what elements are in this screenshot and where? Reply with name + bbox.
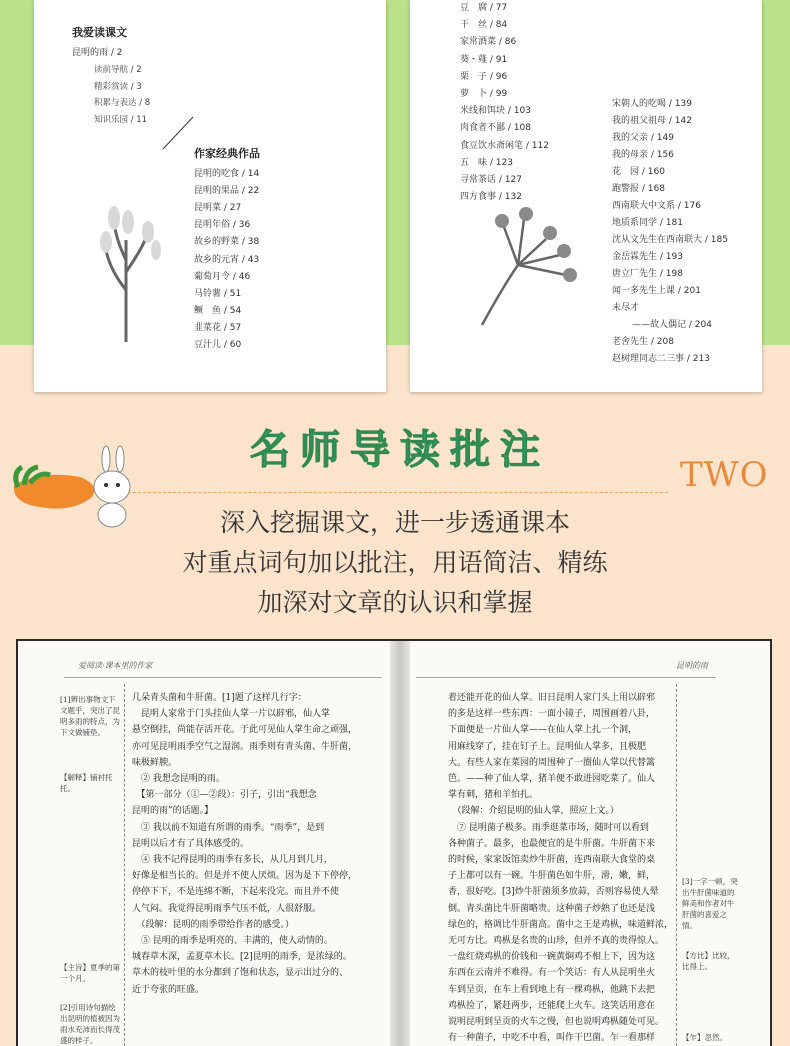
toc-page-right — [410, 0, 762, 392]
toc-item: 四方食事 / 132 — [460, 192, 522, 203]
toc-item: 寻常茶话 / 127 — [460, 175, 522, 185]
toc-item: 干 丝 / 84 — [460, 20, 508, 31]
text-line: 下面便是一片仙人掌——在仙人掌上扎一个洞， — [448, 725, 638, 736]
toc-heading-2: 作家经典作品 — [194, 147, 260, 160]
left-page-body — [132, 690, 357, 998]
text-line: 昆明的雨”的话题。】 — [132, 806, 214, 817]
text-line: 几朵青头菌和牛肝菌。[1]题了这样几行字： — [132, 693, 307, 703]
text-line: 大。有些人家在菜园的周围种了一圈仙人掌以代替篱 — [448, 757, 656, 768]
toc-item: 赵树理同志二三事 / 213 — [612, 354, 710, 364]
toc-sub-item: 知识乐园 / 11 — [94, 115, 148, 125]
text-line: 悬空倒挂，尚能存活开花。于此可见仙人掌生命之顽强， — [132, 725, 358, 736]
toc-item: 家常酒菜 / 86 — [460, 37, 517, 48]
text-line: 的多是这样一些东西：一面小镜子，周围画着八卦， — [448, 709, 656, 720]
header-rule — [416, 677, 716, 678]
toc-work-item: 葡萄月令 / 46 — [194, 271, 251, 282]
toc-work-item: 昆明菜 / 27 — [194, 203, 242, 214]
toc-item: 宋朝人的吃喝 / 139 — [612, 99, 692, 109]
toc-item: 葵・薤 / 91 — [460, 54, 508, 65]
toc-item: 老舍先生 / 208 — [612, 337, 674, 347]
toc-sub-item: 精彩赏读 / 3 — [94, 82, 142, 92]
toc-item: 栗 子 / 96 — [460, 71, 508, 82]
text-line: ② 我想念昆明的雨。 — [132, 774, 225, 785]
margin-note: 【主旨】夏季的第一个月。 — [60, 963, 120, 983]
toc-sub-item: 读前导航 / 2 — [94, 65, 142, 75]
toc-item: 沈从文先生在西南联大 / 185 — [612, 235, 728, 245]
margin-note: 【乍】忽然。 — [682, 1033, 727, 1042]
text-line: 笆。——种了仙人掌，猪羊便不敢进园吃菜了。仙人 — [448, 774, 656, 785]
toc-item: 地质系同学 / 181 — [612, 218, 683, 228]
dashed-divider — [128, 492, 668, 493]
toc-work-item: 鳜 鱼 / 54 — [194, 305, 242, 316]
margin-note: [2]引用诗句描绘出昆明的植被因为雨水充沛而长得茂盛的样子。 — [60, 1003, 120, 1045]
text-line: 城春草木深，孟夏草木长。[2]昆明的雨季，是浓绿的。 — [132, 952, 352, 963]
plant-illustration-icon — [96, 200, 166, 345]
note-divider-right — [676, 684, 677, 1046]
margin-note: [3]一字一顿，突出牛肝菌味道的鲜美和作者对牛肝菌的喜爱之情。 — [682, 877, 738, 930]
text-line: 香，很好吃。[3]炒牛肝菌须多放蒜，否则容易使人晕 — [448, 887, 659, 898]
toc-work-item: 韭菜花 / 57 — [194, 322, 242, 333]
section-number: TWO — [680, 455, 769, 495]
toc-item: 我的祖父祖母 / 142 — [612, 116, 692, 126]
text-line: 人气闷。我觉得昆明雨季气压不低，人很舒服。 — [132, 903, 322, 914]
text-line: 子上都可以有一碗。牛肝菌色如牛肝，滑，嫩，鲜， — [448, 871, 656, 882]
book-gutter — [390, 641, 410, 1046]
text-line: 着还能开花的仙人掌。旧日昆明人家门头上用以辟邪 — [448, 693, 656, 703]
section-desc-line-1: 深入挖掘课文，进一步透通课本 — [219, 508, 570, 537]
text-line: ④ 我不记得昆明的雨季有多长，从几月到几月， — [132, 855, 333, 866]
toc-work-item: 豆汁儿 / 60 — [194, 340, 242, 350]
text-line: 草木的枝叶里的水分都到了饱和状态，显示出过分的、 — [132, 968, 349, 979]
toc-item: 肉食者不鄙 / 108 — [460, 123, 531, 134]
toc-item: 跑警报 / 168 — [612, 184, 665, 194]
text-line: 用麻线穿了，挂在钉子上。昆明仙人掌多，且极肥 — [448, 741, 647, 752]
toc-work-item: 昆明的吃食 / 14 — [194, 169, 260, 179]
toc-item: 五 味 / 123 — [460, 157, 513, 168]
text-line: 的时候，家家饭馆卖炒牛肝菌，连西南联大食堂的桌 — [448, 855, 656, 866]
margin-note: 【解释】铺衬托托。 — [60, 773, 113, 793]
toc-item: 我的母亲 / 156 — [612, 150, 674, 160]
margin-note: 【方比】比较，比得上。 — [682, 951, 735, 971]
toc-item: 闻一多先生上课 / 201 — [612, 286, 701, 296]
toc-page-left — [34, 0, 386, 392]
divider-slash — [159, 115, 199, 151]
text-line: 亦可见昆明雨季空气之湿润。雨季则有青头菌、牛肝菌， — [132, 741, 358, 752]
text-line: 绿色的，格调比牛肝菌高。菌中之王是鸡枞，味道鲜浓， — [448, 919, 674, 930]
text-line: 停停下下，不是连绵不断，下起来没完。而且并不使 — [132, 887, 340, 898]
toc-work-item: 故乡的野菜 / 38 — [194, 237, 260, 248]
text-line: 一盘红烧鸡枞的价钱和一碗黄焖鸡不相上下，因为这 — [448, 952, 656, 963]
right-page-body — [448, 690, 673, 1046]
text-line: 近于夸张的旺盛。 — [132, 984, 205, 995]
toc-heading-1: 我爱读课文 — [72, 26, 127, 39]
toc-item: 食豆饮水斋闲笔 / 112 — [460, 140, 549, 151]
toc-item: 金岳霖先生 / 193 — [612, 252, 683, 262]
left-page-header: 爱阅读·课本里的作家 — [78, 661, 153, 670]
margin-note: [1]辨出事物文下文题乎，突出了昆明多雨的特点，为下文做铺垫。 — [60, 695, 120, 737]
toc-item: 西南联大中文系 / 176 — [612, 201, 701, 211]
text-line: 【第一部分（①—②段）：引子，引出“我想念 — [132, 790, 317, 801]
text-line: 无可方比。鸡枞是名贵的山珍，但并不真的贵得惊人。 — [448, 936, 665, 947]
text-line: 倒。青头菌比牛肝菌略贵。这种菌子炒熟了也还是浅 — [448, 903, 656, 914]
toc-lesson: 昆明的雨 / 2 — [72, 48, 123, 58]
text-line: （段解：介绍昆明的仙人掌，照应上文。） — [448, 806, 620, 817]
toc-item: ——故人偶记 / 204 — [632, 320, 712, 330]
note-divider-left — [124, 684, 125, 1046]
text-line: 车到呈贡，在车上看到地上有一棵鸡枞，他跳下去把 — [448, 984, 656, 995]
right-page-header: 昆明的雨 — [676, 661, 708, 670]
toc-item: 花 园 / 160 — [612, 167, 665, 177]
toc-item: 萝 卜 / 99 — [460, 89, 508, 99]
section-title: 名师导读批注 — [250, 426, 550, 473]
toc-work-item: 马铃薯 / 51 — [194, 288, 242, 299]
section-desc-line-3: 加深对文章的认识和掌握 — [257, 588, 533, 617]
toc-item: 豆 腐 / 77 — [460, 3, 508, 13]
toc-item: 米线和饵块 / 103 — [460, 106, 531, 117]
text-line: （段解：昆明的雨季带给作者的感受。） — [132, 919, 295, 930]
toc-item: 唐立厂先生 / 198 — [612, 269, 683, 279]
text-line: 有一种菌子，中吃不中看，叫作干巴菌。乍一看那样 — [448, 1033, 656, 1044]
text-line: ③ 我以前不知道有所谓的雨季。“雨季”，是到 — [132, 822, 325, 833]
text-line: 说明昆明到呈贡的火车之慢，但也说明鸡枞随处可见。 — [448, 1017, 665, 1028]
text-line: 掌有刺，猪和羊怕扎。 — [448, 790, 539, 801]
toc-work-item: 故乡的元宵 / 43 — [194, 254, 260, 265]
toc-work-item: 昆明的果品 / 22 — [194, 186, 260, 197]
text-line: ⑤ 昆明的雨季是明亮的、丰满的，使人动情的。 — [132, 936, 333, 947]
text-line: 昆明以后才有了具体感受的。 — [132, 838, 250, 849]
header-rule — [64, 677, 382, 678]
toc-item: 我的父亲 / 149 — [612, 133, 674, 143]
text-line: ⑦ 昆明菌子极多。雨季逛菜市场，随时可以看到 — [448, 822, 649, 833]
text-line: 味极鲜腴。 — [132, 757, 178, 768]
text-line: 鸡枞捡了，紧赶两步，还能爬上火车。这笑话用意在 — [448, 1000, 656, 1011]
section-desc-line-2: 对重点词句加以批注，用语简洁、精练 — [182, 548, 608, 577]
text-line: 东西在云南并不难得。有一个笑话：有人从昆明坐火 — [448, 968, 656, 979]
toc-item: 未尽才 — [612, 303, 640, 313]
text-line: 各种菌子。最多，也最便宜的是牛肝菌。牛肝菌下来 — [448, 838, 656, 849]
text-line: 昆明人家常于门头挂仙人掌一片以辟邪，仙人掌 — [132, 709, 331, 720]
berry-plant-illustration-icon — [474, 205, 584, 330]
text-line: 好像是相当长的。但是并不使人厌烦。因为是下下停停， — [132, 871, 358, 882]
toc-work-item: 昆明年俗 / 36 — [194, 220, 251, 231]
toc-sub-item: 积累与表达 / 8 — [94, 98, 151, 108]
